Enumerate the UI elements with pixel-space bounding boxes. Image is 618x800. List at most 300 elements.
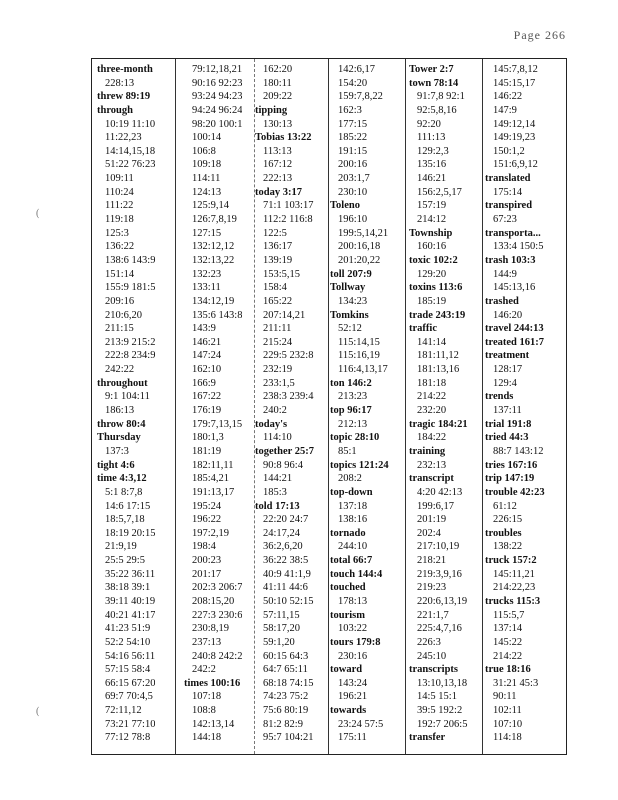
index-heading: topic 28:10: [330, 432, 380, 444]
column-divider: [405, 59, 406, 754]
page-reference: 146:21: [192, 336, 222, 348]
index-heading: trucks 115:3: [485, 595, 541, 607]
page-reference: 138:6 143:9: [105, 254, 156, 266]
page-reference: 133:4 150:5: [493, 241, 544, 253]
page-reference: 119:18: [105, 214, 134, 226]
page-reference: 69:7 70:4,5: [105, 691, 153, 703]
page-reference: 145:7,8,12: [493, 64, 538, 75]
page-reference: 135:6 143:8: [192, 309, 243, 321]
page-reference: 145:11,21: [493, 568, 535, 580]
page-reference: 232:13: [417, 459, 447, 471]
page-reference: 136:22: [105, 241, 135, 253]
page-reference: 41:23 51:9: [105, 623, 151, 635]
page-reference: 208:2: [338, 473, 362, 485]
index-heading: transfer: [409, 732, 446, 744]
page-reference: 145:13,16: [493, 282, 536, 294]
page-reference: 138:16: [338, 514, 368, 526]
index-heading: tries 167:16: [485, 459, 538, 471]
page-reference: 57:11,15: [263, 609, 300, 621]
page-reference: 38:18 39:1: [105, 582, 151, 594]
page-reference: 67:23: [493, 214, 517, 226]
page-reference: 211:11: [263, 323, 292, 335]
page-reference: 66:15 67:20: [105, 677, 156, 689]
page-reference: 176:19: [192, 405, 222, 417]
page-reference: 18:5,7,18: [105, 514, 145, 526]
index-column-2: [184, 63, 242, 745]
page-reference: 211:15: [105, 323, 134, 335]
page-reference: 240:2: [263, 405, 287, 417]
page-reference: 156:2,5,17: [417, 186, 462, 198]
page-reference: 74:23 75:2: [263, 691, 309, 703]
index-heading: tight 4:6: [97, 459, 135, 471]
page-reference: 4:20 42:13: [417, 486, 463, 498]
page-reference: 139:19: [263, 254, 293, 266]
page-reference: 35:22 36:11: [105, 568, 156, 580]
page-reference: 158:4: [263, 282, 287, 294]
page-reference: 229:5 232:8: [263, 350, 314, 362]
page-reference: 150:1,2: [493, 145, 525, 157]
page-reference: 214:22: [417, 391, 447, 403]
index-heading: treatment: [485, 350, 530, 362]
page-reference: 41:11 44:6: [263, 582, 308, 594]
page-reference: 178:13: [338, 595, 368, 607]
page-reference: 132:23: [192, 268, 222, 280]
index-heading: towards: [330, 705, 367, 717]
page-reference: 214:22: [493, 650, 523, 662]
page-reference: 115:5,7: [493, 609, 525, 621]
page-reference: 155:9 181:5: [105, 282, 156, 294]
page-reference: 225:4,7,16: [417, 623, 462, 635]
page-reference: 232:20: [417, 405, 447, 417]
page-reference: 242:22: [105, 364, 135, 376]
page-reference: 141:14: [417, 336, 447, 348]
page-reference: 129:20: [417, 268, 447, 280]
page-reference: 192:7 206:5: [417, 718, 468, 730]
index-heading: tipping: [255, 104, 288, 116]
index-heading: toll 207:9: [330, 268, 372, 280]
page-reference: 175:11: [338, 732, 367, 744]
page-reference: 5:1 8:7,8: [105, 486, 143, 498]
index-column-4: [330, 63, 389, 745]
page-reference: 181:19: [192, 445, 222, 457]
page-reference: 181:11,12: [417, 350, 459, 362]
index-heading: told 17:13: [255, 500, 300, 512]
page-reference: 142:6,17: [338, 64, 376, 75]
index-heading: Tollway: [330, 282, 366, 294]
index-heading: Township: [409, 227, 453, 239]
page-reference: 144:21: [263, 473, 293, 485]
index-heading: topics 121:24: [330, 459, 389, 471]
page-reference: 226:3: [417, 636, 441, 648]
index-column-3: [255, 63, 314, 745]
page-reference: 167:22: [192, 391, 222, 403]
index-heading: threw 89:19: [97, 91, 151, 103]
page-reference: 129:2,3: [417, 145, 449, 157]
page-reference: 226:15: [493, 514, 523, 526]
column-divider: [482, 59, 483, 754]
index-heading: trip 147:19: [485, 473, 535, 485]
page-reference: 90:11: [493, 691, 517, 703]
page-reference: 124:13: [192, 186, 222, 198]
index-heading: troubles: [485, 527, 522, 539]
page-reference: 230:10: [338, 186, 368, 198]
index-heading: trial 191:8: [485, 418, 532, 430]
index-heading: Tobias 13:22: [255, 132, 312, 144]
index-heading: tours 179:8: [330, 636, 381, 648]
index-heading: tourism: [330, 609, 365, 621]
index-heading: throughout: [97, 377, 148, 389]
page-reference: 143:24: [338, 677, 368, 689]
scan-mark: (: [36, 706, 40, 717]
index-heading: truck 157:2: [485, 555, 537, 567]
page-reference: 154:20: [338, 77, 368, 89]
page-reference: 109:11: [105, 173, 134, 185]
index-heading: top-down: [330, 486, 373, 498]
index-heading: three-month: [97, 64, 153, 75]
page-reference: 199:6,17: [417, 500, 455, 512]
page-reference: 197:2,19: [192, 527, 230, 539]
page-reference: 134:12,19: [192, 295, 235, 307]
page-reference: 109:18: [192, 159, 222, 171]
page-reference: 181:13,16: [417, 364, 460, 376]
index-heading: trends: [485, 391, 514, 403]
page-reference: 125:3: [105, 227, 129, 239]
page-reference: 186:13: [105, 405, 135, 417]
page-reference: 111:22: [105, 200, 134, 212]
index-column-5: [409, 63, 468, 745]
page-reference: 21:9,19: [105, 541, 137, 553]
page-reference: 122:5: [263, 227, 287, 239]
page-reference: 199:5,14,21: [338, 227, 389, 239]
page-reference: 151:14: [105, 268, 135, 280]
page-reference: 157:19: [417, 200, 447, 212]
page-reference: 160:16: [417, 241, 447, 253]
page-reference: 240:8 242:2: [192, 650, 243, 662]
index-heading: time 4:3,12: [97, 473, 147, 485]
page-reference: 162:20: [263, 64, 293, 75]
index-heading: traffic: [409, 323, 437, 335]
page-reference: 146:20: [493, 309, 523, 321]
index-heading: trashed: [485, 295, 519, 307]
page-reference: 25:5 29:5: [105, 555, 145, 567]
page-reference: 129:4: [493, 377, 517, 389]
index-heading: trash 103:3: [485, 254, 536, 266]
page-reference: 232:19: [263, 364, 293, 376]
index-heading: tried 44:3: [485, 432, 529, 444]
page-reference: 39:5 192:2: [417, 705, 463, 717]
page-reference: 180:1,3: [192, 432, 224, 444]
page-reference: 151:6,9,12: [493, 159, 538, 171]
index-heading: Tomkins: [330, 309, 369, 321]
page-reference: 196:22: [192, 514, 222, 526]
page-reference: 175:14: [493, 186, 523, 198]
page-reference: 133:11: [192, 282, 221, 294]
page-reference: 36:22 38:5: [263, 555, 309, 567]
column-divider: [175, 59, 176, 754]
page-reference: 210:6,20: [105, 309, 143, 321]
page-reference: 135:16: [417, 159, 447, 171]
page-reference: 146:22: [493, 91, 523, 103]
page-reference: 102:11: [493, 705, 522, 717]
page-reference: 10:19 11:10: [105, 118, 156, 130]
index-heading: training: [409, 445, 446, 457]
page-reference: 200:16: [338, 159, 368, 171]
page-reference: 196:10: [338, 214, 368, 226]
index-heading: through: [97, 104, 133, 116]
index-heading: Thursday: [97, 432, 141, 444]
page-reference: 196:21: [338, 691, 368, 703]
page-reference: 90:16 92:23: [192, 77, 243, 89]
page-reference: 244:10: [338, 541, 368, 553]
page-reference: 153:5,15: [263, 268, 301, 280]
page-reference: 52:2 54:10: [105, 636, 151, 648]
page-reference: 213:9 215:2: [105, 336, 156, 348]
page-reference: 137:3: [105, 445, 129, 457]
index-heading: transcripts: [409, 664, 458, 676]
page-reference: 195:24: [192, 500, 222, 512]
page-reference: 9:1 104:11: [105, 391, 150, 403]
page-reference: 116:4,13,17: [338, 364, 388, 376]
page-reference: 137:18: [338, 500, 368, 512]
page-reference: 221:1,7: [417, 609, 449, 621]
page-reference: 200:16,18: [338, 241, 381, 253]
page-reference: 61:12: [493, 500, 517, 512]
page-reference: 146:21: [417, 173, 447, 185]
page-reference: 212:13: [338, 418, 368, 430]
page-reference: 233:1,5: [263, 377, 295, 389]
index-heading: tornado: [330, 527, 366, 539]
page-reference: 145:15,17: [493, 77, 536, 89]
index-heading: toxic 102:2: [409, 254, 458, 266]
page-reference: 214:22,23: [493, 582, 536, 594]
page-reference: 114:11: [192, 173, 221, 185]
page-reference: 185:3: [263, 486, 287, 498]
page-reference: 185:4,21: [192, 473, 230, 485]
page-reference: 137:14: [493, 623, 523, 635]
page-reference: 58:17,20: [263, 623, 301, 635]
page-reference: 77:12 78:8: [105, 732, 151, 744]
page-reference: 126:7,8,19: [192, 214, 237, 226]
page-reference: 90:8 96:4: [263, 459, 303, 471]
page-reference: 128:17: [493, 364, 523, 376]
scan-mark: (: [36, 208, 40, 219]
page-reference: 134:23: [338, 295, 368, 307]
page-reference: 103:22: [338, 623, 368, 635]
page-reference: 91:7,8 92:1: [417, 91, 465, 103]
page-reference: 230:16: [338, 650, 368, 662]
page-reference: 228:13: [105, 77, 135, 89]
index-heading: toxins 113:6: [409, 282, 463, 294]
page-reference: 209:22: [263, 91, 293, 103]
page-reference: 219:23: [417, 582, 447, 594]
index-heading: today 3:17: [255, 186, 302, 198]
page-reference: 181:18: [417, 377, 447, 389]
index-heading: transcript: [409, 473, 454, 485]
page-reference: 95:7 104:21: [263, 732, 314, 744]
page-reference: 130:13: [263, 118, 293, 130]
page-reference: 237:13: [192, 636, 222, 648]
column-divider: [328, 59, 329, 754]
page-reference: 114:18: [493, 732, 522, 744]
page-reference: 72:11,12: [105, 705, 142, 717]
page-reference: 114:10: [263, 432, 292, 444]
page-reference: 138:22: [493, 541, 523, 553]
page-reference: 132:12,12: [192, 241, 235, 253]
page-reference: 185:22: [338, 132, 368, 144]
index-heading: total 66:7: [330, 555, 373, 567]
page-reference: 50:10 52:15: [263, 595, 314, 607]
page-reference: 60:15 64:3: [263, 650, 309, 662]
index-heading: today's: [255, 418, 288, 430]
index-heading: top 96:17: [330, 405, 372, 417]
index-table: [91, 58, 567, 755]
page-reference: 93:24 94:23: [192, 91, 243, 103]
page-reference: 51:22 76:23: [105, 159, 156, 171]
index-heading: touch 144:4: [330, 568, 383, 580]
page-reference: 92:20: [417, 118, 441, 130]
page-reference: 227:3 230:6: [192, 609, 243, 621]
page-reference: 59:1,20: [263, 636, 295, 648]
page-reference: 79:12,18,21: [192, 64, 243, 75]
page-reference: 219:3,9,16: [417, 568, 462, 580]
page-reference: 182:11,11: [192, 459, 234, 471]
index-heading: transpired: [485, 200, 533, 212]
page-reference: 14:5 15:1: [417, 691, 457, 703]
page-reference: 92:5,8,16: [417, 104, 457, 116]
index-heading: ton 146:2: [330, 377, 372, 389]
page-reference: 23:24 57:5: [338, 718, 384, 730]
page-reference: 107:18: [192, 691, 222, 703]
page-reference: 85:1: [338, 445, 357, 457]
page-reference: 222:13: [263, 173, 293, 185]
page-reference: 202:3 206:7: [192, 582, 243, 594]
page-reference: 127:15: [192, 227, 222, 239]
page-reference: 98:20 100:1: [192, 118, 243, 130]
index-heading: travel 244:13: [485, 323, 544, 335]
page-reference: 149:12,14: [493, 118, 536, 130]
page-reference: 177:15: [338, 118, 368, 130]
page-number: Page 266: [513, 28, 566, 42]
index-heading: touched: [330, 582, 366, 594]
page-reference: 184:22: [417, 432, 447, 444]
page-reference: 166:9: [192, 377, 216, 389]
page-reference: 149:19,23: [493, 132, 536, 144]
page-reference: 159:7,8,22: [338, 91, 383, 103]
page-reference: 94:24 96:24: [192, 104, 243, 116]
page-reference: 54:16 56:11: [105, 650, 156, 662]
page-reference: 147:24: [192, 350, 222, 362]
page-reference: 115:16,19: [338, 350, 380, 362]
page-reference: 40:9 41:1,9: [263, 568, 311, 580]
page-reference: 145:22: [493, 636, 523, 648]
page-reference: 220:6,13,19: [417, 595, 468, 607]
page-reference: 147:9: [493, 104, 517, 116]
page-reference: 198:4: [192, 541, 216, 553]
index-heading: treated 161:7: [485, 336, 544, 348]
page-reference: 14:14,15,18: [105, 145, 156, 157]
page-reference: 215:24: [263, 336, 293, 348]
index-heading: trouble 42:23: [485, 486, 545, 498]
page-reference: 137:11: [493, 405, 522, 417]
index-heading: throw 80:4: [97, 418, 146, 430]
page-reference: 201:20,22: [338, 254, 381, 266]
page-reference: 180:11: [263, 77, 292, 89]
page-reference: 179:7,13,15: [192, 418, 243, 430]
page-reference: 106:8: [192, 145, 216, 157]
page-reference: 81:2 82:9: [263, 718, 303, 730]
page-reference: 64:7 65:11: [263, 664, 308, 676]
page-reference: 73:21 77:10: [105, 718, 156, 730]
page-reference: 36:2,6,20: [263, 541, 303, 553]
page-reference: 191:13,17: [192, 486, 235, 498]
page-reference: 213:23: [338, 391, 368, 403]
page-reference: 31:21 45:3: [493, 677, 539, 689]
index-heading: Toleno: [330, 200, 360, 212]
page-reference: 75:6 80:19: [263, 705, 309, 717]
index-heading: times 100:16: [184, 677, 241, 689]
page-reference: 112:2 116:8: [263, 214, 313, 226]
page-reference: 68:18 74:15: [263, 677, 314, 689]
index-heading: together 25:7: [255, 445, 314, 457]
index-heading: true 18:16: [485, 664, 531, 676]
page-reference: 143:9: [192, 323, 216, 335]
page-reference: 40:21 41:17: [105, 609, 156, 621]
page-reference: 113:13: [263, 145, 292, 157]
page-reference: 191:15: [338, 145, 368, 157]
index-heading: translated: [485, 173, 531, 185]
page-reference: 52:12: [338, 323, 362, 335]
page-reference: 144:18: [192, 732, 222, 744]
page-reference: 218:21: [417, 555, 447, 567]
page-reference: 13:10,13,18: [417, 677, 468, 689]
page-reference: 22:20 24:7: [263, 514, 309, 526]
page-reference: 142:13,14: [192, 718, 235, 730]
page-reference: 238:3 239:4: [263, 391, 314, 403]
page-reference: 185:19: [417, 295, 447, 307]
page-reference: 167:12: [263, 159, 293, 171]
page-reference: 201:17: [192, 568, 222, 580]
page-reference: 165:22: [263, 295, 293, 307]
page-reference: 162:3: [338, 104, 362, 116]
page-reference: 136:17: [263, 241, 293, 253]
page-reference: 242:2: [192, 664, 216, 676]
page-reference: 14:6 17:15: [105, 500, 151, 512]
page-reference: 111:13: [417, 132, 446, 144]
page-reference: 201:19: [417, 514, 447, 526]
index-column-6: [485, 63, 545, 745]
index-heading: transporta...: [485, 227, 541, 239]
page-reference: 115:14,15: [338, 336, 380, 348]
page-reference: 144:9: [493, 268, 517, 280]
page-reference: 71:1 103:17: [263, 200, 314, 212]
page-reference: 18:19 20:15: [105, 527, 156, 539]
page-reference: 110:24: [105, 186, 134, 198]
page-reference: 214:12: [417, 214, 447, 226]
index-heading: town 78:14: [409, 77, 459, 89]
page-reference: 230:8,19: [192, 623, 230, 635]
page-reference: 208:15,20: [192, 595, 235, 607]
page-reference: 217:10,19: [417, 541, 460, 553]
page-reference: 24:17,24: [263, 527, 301, 539]
page-reference: 39:11 40:19: [105, 595, 156, 607]
index-column-1: [97, 63, 155, 745]
page-reference: 245:10: [417, 650, 447, 662]
page-reference: 222:8 234:9: [105, 350, 156, 362]
index-heading: Tower 2:7: [409, 64, 454, 75]
page-reference: 203:1,7: [338, 173, 370, 185]
page-reference: 132:13,22: [192, 254, 235, 266]
page-reference: 125:9,14: [192, 200, 230, 212]
